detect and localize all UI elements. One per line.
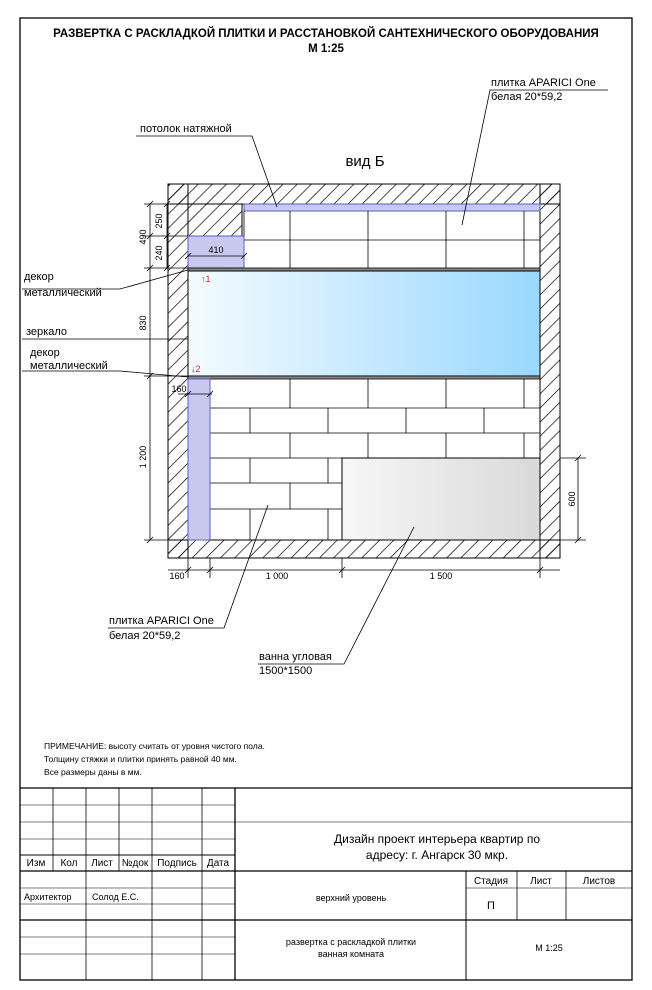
label-tile-top-2: белая 20*59,2 (491, 91, 563, 103)
stamp-sheet-label: Лист (530, 876, 552, 887)
view-label: вид Б (345, 153, 385, 170)
label-mirror: зеркало (26, 326, 67, 338)
dim-160-top: 160 (171, 384, 187, 394)
stamp-project-line1: Дизайн проект интерьера квартир по (333, 832, 541, 846)
label-tile-bottom-2: белая 20*59,2 (109, 630, 181, 642)
label-decor-1b: металлический (24, 287, 102, 299)
label-tile-bottom-1: плитка APARICI One (109, 615, 214, 627)
dim-1200: 1 200 (138, 445, 148, 469)
label-bath-1: ванна угловая (259, 651, 332, 663)
drawing-scale-title: М 1:25 (308, 43, 344, 55)
decor-strip-lower (188, 376, 540, 379)
note-line-3: Все размеры даны в мм. (44, 767, 142, 777)
stamp-drawing-line1: развертка с раскладкой плитки (285, 937, 417, 947)
note-line-1: ПРИМЕЧАНИЕ: высоту считать от уровня чистого пола. (44, 741, 265, 751)
note-line-2: Толщину стяжки и плитки принять равной 40 мм. (44, 754, 237, 764)
mirror (188, 271, 540, 376)
bottom-dimension-lines (168, 558, 560, 578)
stretch-ceiling (244, 204, 540, 211)
decor-vertical-strip (188, 379, 210, 540)
stamp-header-kol: Кол (60, 858, 78, 869)
stamp-header-data: Дата (206, 858, 230, 869)
label-decor-1a: декор (24, 271, 54, 283)
dim-410: 410 (208, 245, 224, 255)
stamp-header-podpis: Подпись (157, 858, 197, 869)
stamp-drawing-line2: ванная комната (317, 949, 385, 959)
bathtub (342, 458, 540, 540)
wall-corner-notch-overlay (188, 204, 242, 236)
marker-1: ↑1 (201, 274, 211, 284)
dim-160-bottom: 160 (169, 571, 185, 581)
drawing-title: РАЗВЕРТКА С РАСКЛАДКОЙ ПЛИТКИ И РАССТАНОВКОЙ САНТЕХНИЧЕСКОГО ОБОРУДОВАНИЯ (53, 28, 599, 40)
label-decor-2b: металлический (30, 360, 108, 372)
marker-2: ↓2 (191, 364, 201, 374)
stamp-header-ndok: №док (121, 858, 149, 869)
wall-left (168, 184, 188, 558)
floor-slab (168, 540, 560, 558)
label-ceiling: потолок натяжной (140, 123, 232, 135)
stamp-role: Архитектор (24, 892, 72, 902)
dim-490: 490 (138, 229, 148, 245)
stamp-person: Солод Е.С. (92, 892, 139, 902)
dim-600: 600 (567, 491, 577, 507)
stamp-level: верхний уровень (315, 893, 387, 903)
stamp-sheets-label: Листов (582, 876, 616, 887)
stamp-header-list: Лист (91, 858, 113, 869)
dim-830: 830 (138, 315, 148, 331)
label-decor-2a: декор (30, 347, 60, 359)
label-tile-top-1: плитка APARICI One (491, 77, 596, 89)
stamp-stage-value: П (487, 900, 495, 912)
stamp-stage-label: Стадия (473, 876, 509, 887)
wall-right (540, 184, 560, 558)
label-bath-2: 1500*1500 (259, 665, 313, 677)
stamp-project-line2: адресу: г. Ангарск 30 мкр. (365, 848, 509, 862)
stamp-scale: М 1:25 (535, 943, 563, 953)
wall-top (168, 184, 560, 204)
dim-250: 250 (154, 213, 164, 229)
dim-240: 240 (154, 245, 164, 261)
dim-1000: 1 000 (265, 571, 289, 581)
dim-1500: 1 500 (429, 571, 453, 581)
stamp-header-izm: Изм (26, 858, 46, 869)
